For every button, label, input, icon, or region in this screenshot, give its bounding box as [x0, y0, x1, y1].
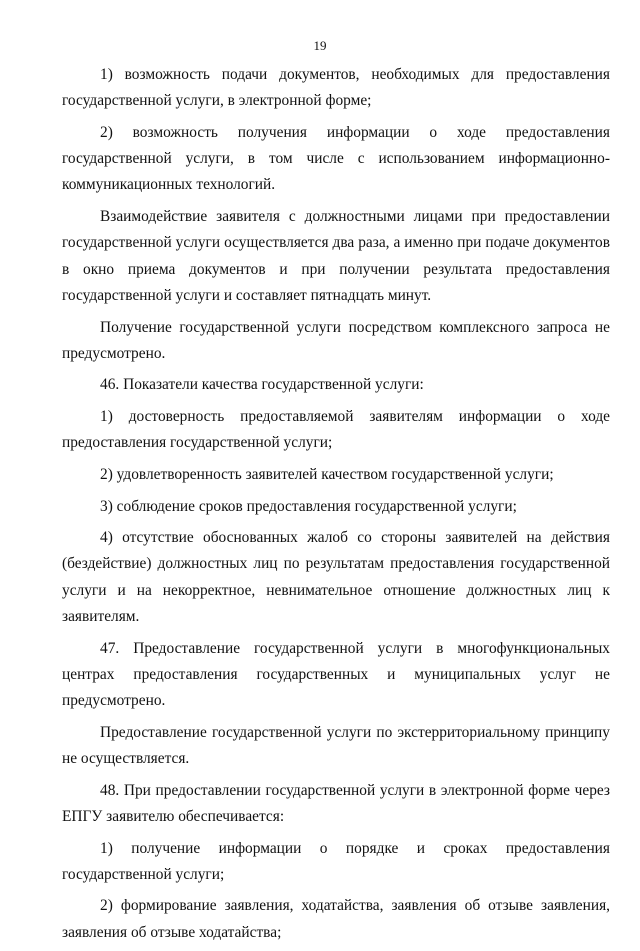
paragraph-13: 1) получение информации о порядке и сроках предоставления государственной услуги;	[62, 839, 610, 883]
page-number: 19	[313, 38, 327, 53]
paragraph-10: 47. Предоставление государственной услуги в многофункциональных центрах предоставления государственных и муниципальных услуг не предусмотрено.	[62, 639, 610, 710]
paragraph-3: Взаимодействие заявителя с должностными лицами при предоставлении государственной услуги осуществляется два раза, а именно при подаче документов в окно приема документов и при получении результата предоставления государственной услуги и составляет пятнадцать минут.	[62, 208, 610, 304]
paragraph-1: 1) возможность подачи документов, необходимых для предоставления государственной услуги, в электронной форме;	[62, 66, 610, 110]
paragraph-4: Получение государственной услуги посредством комплексного запроса не предусмотрено.	[62, 318, 610, 362]
document-body	[62, 62, 610, 951]
paragraph-9: 4) отсутствие обоснованных жалоб со стороны заявителей на действия (бездействие) должностных лиц по результатам предоставления государственной услуги и на некорректное, невнимательное отношение должностных лиц к заявителям.	[62, 529, 610, 626]
paragraph-12: 48. При предоставлении государственной услуги в электронной форме через ЕПГУ заявителю обеспечивается:	[62, 781, 610, 825]
paragraph-11: Предоставление государственной услуги по экстерриториальному принципу не осуществляется.	[62, 723, 610, 768]
paragraph-2: 2) возможность получения информации о ходе предоставления государственной услуги, в том числе с использованием информационно-коммуникационных технологий.	[62, 123, 610, 194]
paragraph-14: 2) формирование заявления, ходатайства, заявления об отзыве заявления, заявления об отзыве ходатайства;	[62, 897, 610, 941]
paragraph-7: 2) удовлетворенность заявителей качеством государственной услуги;	[100, 465, 554, 483]
paragraph-8: 3) соблюдение сроков предоставления государственной услуги;	[100, 497, 517, 515]
paragraph-6: 1) достоверность предоставляемой заявителям информации о ходе предоставления государственной услуги;	[62, 408, 610, 452]
paragraph-5: 46. Показатели качества государственной услуги:	[100, 376, 424, 394]
